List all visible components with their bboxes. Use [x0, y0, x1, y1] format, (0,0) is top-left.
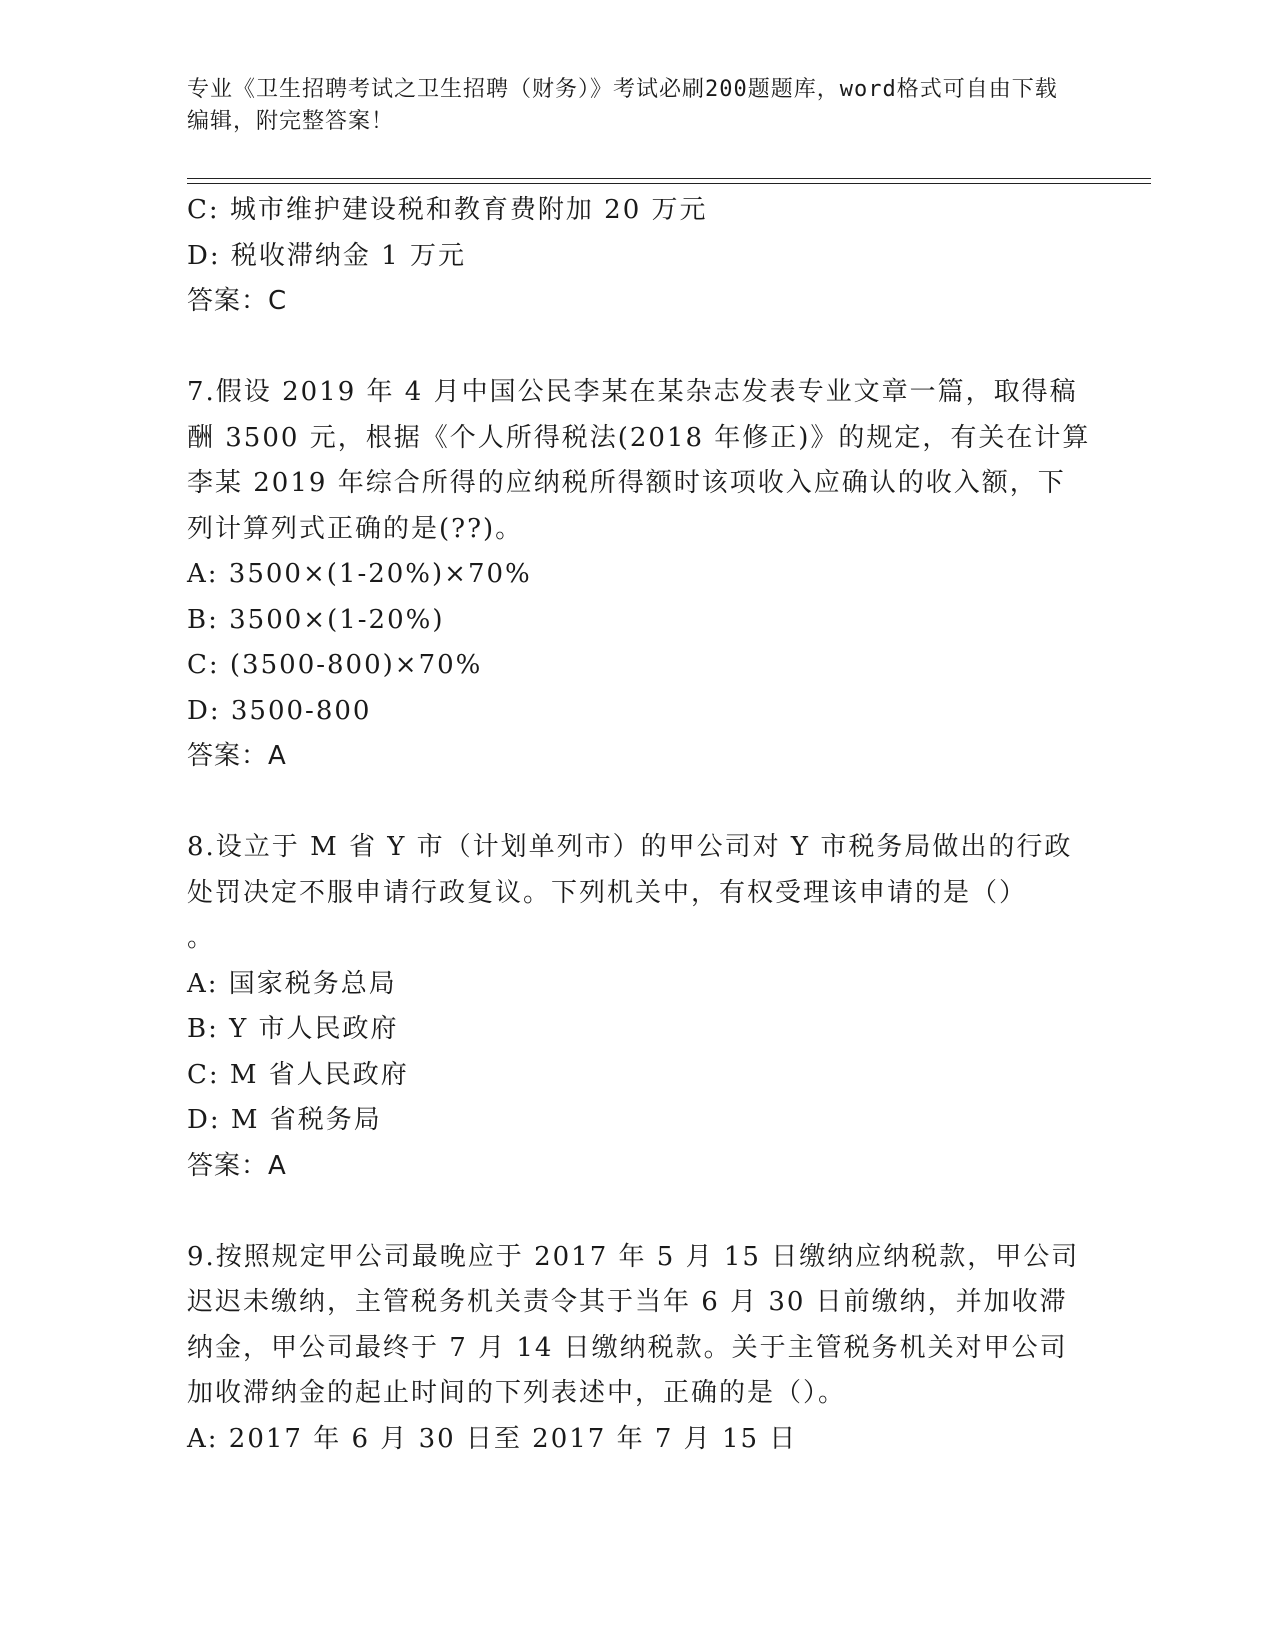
question-stem-line: 7.假设 2019 年 4 月中国公民李某在某杂志发表专业文章一篇，取得稿 [187, 377, 1078, 407]
header-rule-bottom [187, 183, 1151, 184]
answer: 答案：A [187, 741, 287, 771]
question-6-tail [187, 188, 1087, 325]
option-a: A: 3500×(1-20%)×70% [187, 559, 532, 589]
option-a: A: 国家税务总局 [187, 968, 397, 999]
option-a: A: 2017 年 6 月 30 日至 2017 年 7 月 15 日 [187, 1423, 798, 1454]
question-8 [187, 825, 1087, 1189]
option-b: B: 3500×(1-20%) [187, 604, 445, 635]
header-rule-top [187, 178, 1151, 179]
question-9 [187, 1235, 1087, 1463]
answer: 答案：A [187, 1150, 287, 1181]
option-b: B: Y 市人民政府 [187, 1014, 399, 1044]
question-stem-line: 9.按照规定甲公司最晚应于 2017 年 5 月 15 日缴纳应纳税款，甲公司 [187, 1241, 1080, 1272]
option-c: C: (3500-800)×70% [187, 650, 483, 680]
spacer [187, 780, 1087, 826]
option-c: C: 城市维护建设税和教育费附加 20 万元 [187, 195, 708, 225]
question-stem-line: 8.设立于 M 省 Y 市（计划单列市）的甲公司对 Y 市税务局做出的行政 [187, 832, 1073, 862]
question-stem-line: 酬 3500 元，根据《个人所得税法(2018 年修正)》的规定，有关在计算 [187, 422, 1091, 453]
question-stem-line: 。 [187, 923, 216, 953]
option-d: D: 税收滞纳金 1 万元 [187, 240, 466, 271]
option-d: D: M 省税务局 [187, 1105, 382, 1135]
question-stem-line: 迟迟未缴纳，主管税务机关责令其于当年 6 月 30 日前缴纳，并加收滞 [187, 1287, 1068, 1317]
question-stem-line: 李某 2019 年综合所得的应纳税所得额时该项收入应确认的收入额，下 [187, 468, 1066, 498]
question-stem-line: 加收滞纳金的起止时间的下列表述中，正确的是（）。 [187, 1378, 847, 1408]
option-d: D: 3500-800 [187, 695, 372, 726]
spacer [187, 1189, 1087, 1235]
question-stem-line: 处罚决定不服申请行政复议。下列机关中，有权受理该申请的是（） [187, 877, 1028, 908]
spacer [187, 325, 1087, 371]
question-stem-line: 列计算列式正确的是(??)。 [187, 513, 524, 544]
header-text: 专业《卫生招聘考试之卫生招聘（财务）》考试必刷200题题库，word格式可自由下载编辑，附完整答案！ [187, 77, 1058, 134]
question-stem-line: 纳金，甲公司最终于 7 月 14 日缴纳税款。关于主管税务机关对甲公司 [187, 1332, 1068, 1363]
answer: 答案：C [187, 286, 288, 316]
option-c: C: M 省人民政府 [187, 1059, 409, 1090]
page-header [187, 74, 1067, 138]
question-7 [187, 370, 1091, 780]
document-body [187, 188, 1091, 1462]
